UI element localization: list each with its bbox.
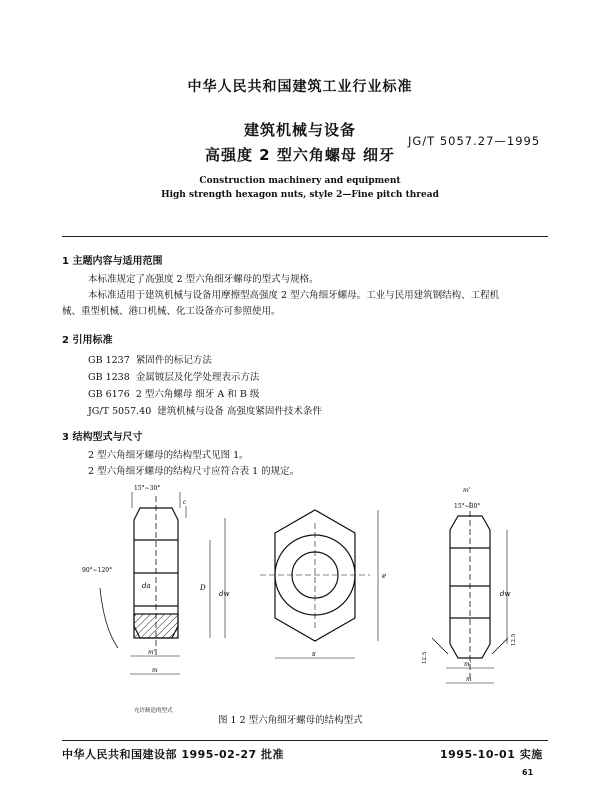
section-1-heading: 1 主题内容与适用范围	[62, 256, 163, 267]
reference-title: 建筑机械与设备 高强度紧固件技术条件	[157, 406, 322, 417]
title-line-1: 建筑机械与设备	[243, 121, 356, 139]
dw-label-right: dw	[500, 590, 511, 598]
section-1-paragraph-1: 本标准规定了高强度 2 型六角细牙螺母的型式与规格。	[88, 274, 319, 285]
english-title-2: High strength hexagon nuts, style 2—Fine pitch thread	[161, 190, 439, 200]
mprime-label-right: m'	[464, 661, 472, 668]
reference-code: GB 6176	[88, 389, 130, 400]
roughness-label-right: 12.5	[511, 633, 517, 646]
mprime-label-left: m'	[148, 649, 156, 656]
english-title-1: Construction machinery and equipment	[199, 176, 401, 186]
chamfer-c-label: c	[183, 499, 187, 506]
page-number: 61	[522, 768, 534, 777]
section-3-paragraph-1: 2 型六角细牙螺母的结构型式见图 1。	[88, 450, 249, 461]
title-line-2: 高强度 2 型六角螺母 细牙	[204, 146, 396, 164]
front-view-hexagon	[260, 510, 378, 658]
standard-organization: 中华人民共和国建筑工业行业标准	[187, 79, 413, 95]
reference-item	[88, 386, 259, 400]
reference-title: 2 型六角螺母 细牙 A 和 B 级	[135, 389, 260, 400]
effective-date: 1995-10-01 实施	[440, 748, 543, 761]
section-3-heading: 3 结构型式与尺寸	[62, 432, 143, 443]
reference-title: 紧固件的标记方法	[135, 355, 212, 366]
figure-caption: 图 1 2 型六角细牙螺母的结构型式	[218, 715, 363, 726]
header-rule	[62, 236, 548, 237]
reference-code: JG/T 5057.40	[88, 406, 152, 417]
side-view-left	[100, 492, 225, 674]
reference-code: GB 1237	[88, 355, 130, 366]
roughness-label-left: 12.5	[422, 651, 428, 664]
section-2-heading: 2 引用标准	[62, 335, 113, 346]
section-3-paragraph-2: 2 型六角细牙螺母的结构尺寸应符合表 1 的规定。	[88, 466, 300, 477]
angle-top-right-label: 15°~30°	[454, 503, 481, 510]
thread-d-label: D	[200, 584, 206, 592]
reference-item	[88, 369, 259, 383]
m-label-right: m	[466, 676, 472, 683]
dw-label-left: dw	[219, 590, 230, 598]
reference-item	[88, 403, 322, 417]
side-view-right	[432, 502, 511, 683]
nut-drawing	[60, 478, 530, 706]
s-label: s	[312, 650, 316, 658]
section-1-paragraph-2a: 本标准适用于建筑机械与设备用摩擦型高强度 2 型六角细牙螺母。工业与民用建筑钢结构、工程机	[88, 290, 500, 301]
standard-number: JG/T 5057.27—1995	[408, 134, 541, 148]
e-label: e	[382, 572, 387, 580]
mprime-label-top: m'	[463, 487, 471, 494]
figure-note: 允许制造的型式	[134, 708, 173, 714]
reference-item	[88, 352, 212, 366]
section-1-paragraph-2b: 械、重型机械、港口机械、化工设备亦可参照使用。	[62, 306, 281, 317]
m-label-left: m	[152, 667, 158, 674]
issued-by: 中华人民共和国建设部 1995-02-27 批准	[62, 748, 285, 761]
reference-code: GB 1238	[88, 372, 130, 383]
footer-rule	[62, 740, 548, 741]
angle-top-label: 15°~30°	[134, 485, 161, 492]
reference-title: 金属镀层及化学处理表示方法	[135, 372, 260, 383]
da-label: da	[142, 582, 151, 590]
angle-side-label: 90°~120°	[82, 567, 113, 574]
